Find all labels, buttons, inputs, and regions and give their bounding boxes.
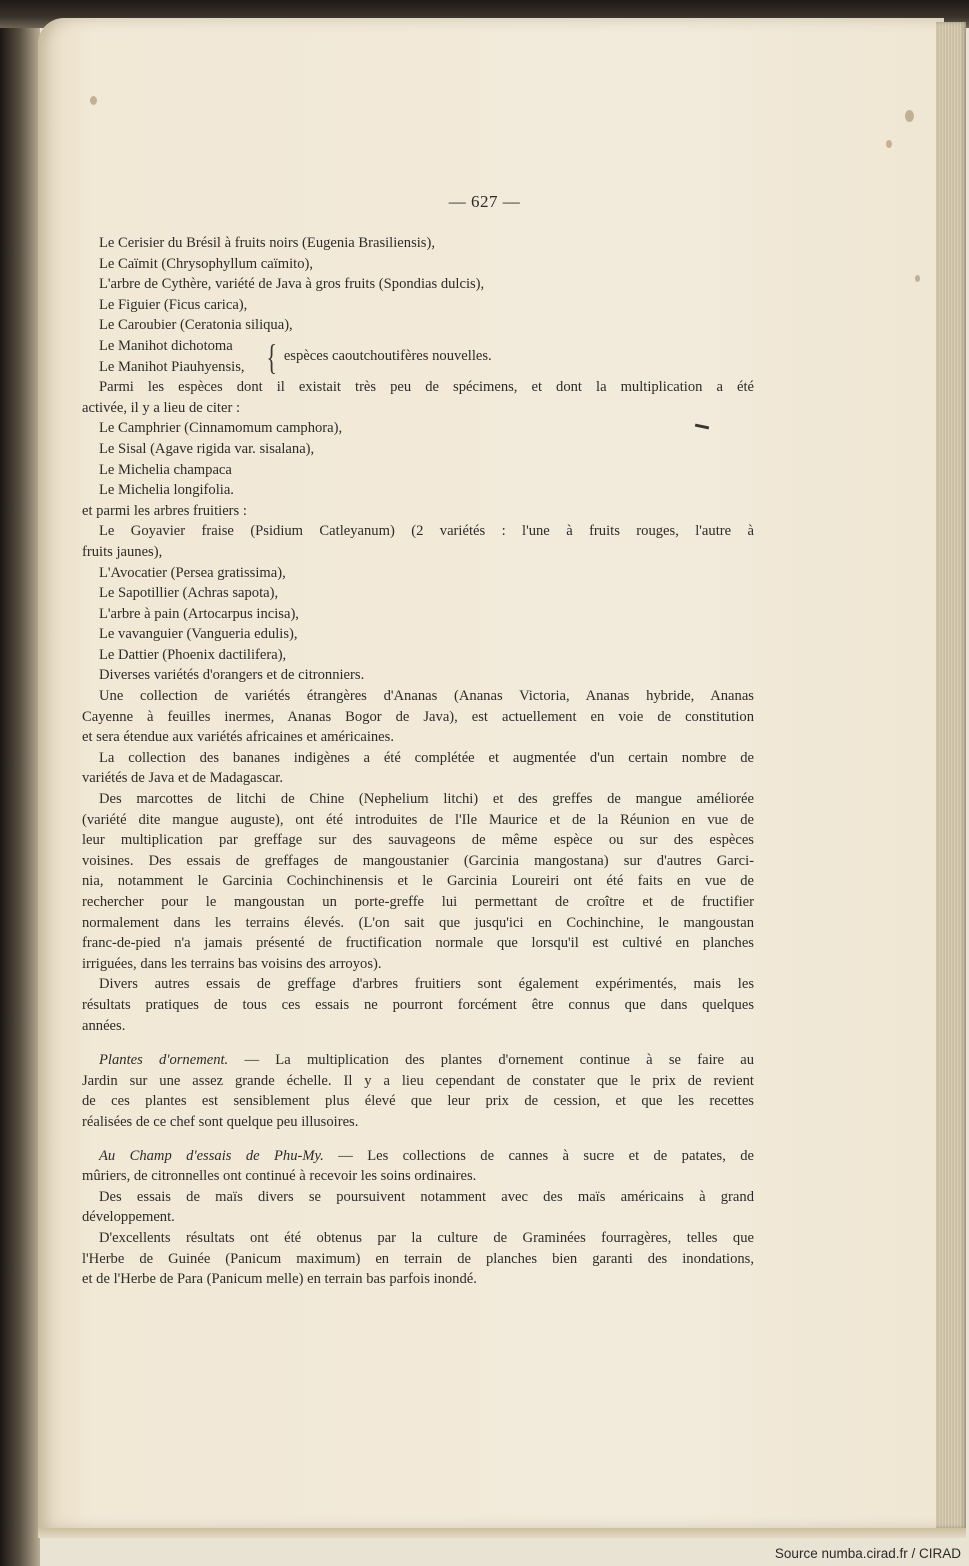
text-line: Le Sisal (Agave rigida var. sisalana),: [99, 440, 315, 457]
curly-brace: {: [265, 336, 277, 377]
text-line: La collection des bananes indigènes a été complétée et augmentée d'un certain nombre de: [99, 749, 754, 766]
source-credit: Source numba.cirad.fr / CIRAD: [774, 1546, 961, 1561]
paper-stain: [915, 275, 920, 282]
text-line: Le Figuier (Ficus carica),: [99, 296, 248, 313]
text-line: L'arbre à pain (Artocarpus incisa),: [99, 605, 299, 622]
text-line: Parmi les espèces dont il existait très peu de spécimens, et dont la multiplication a été: [99, 379, 754, 396]
section-heading: Plantes d'ornement.: [99, 1052, 229, 1069]
text-line: Le Michelia longifolia.: [99, 482, 234, 499]
text-line: D'excellents résultats ont été obtenus par la culture de Graminées fourragères, telles que: [99, 1229, 754, 1246]
text-line: Le Goyavier fraise (Psidium Catleyanum) (2 variétés : l'une à fruits rouges, l'autre à: [99, 523, 754, 540]
text-line: années.: [82, 1017, 126, 1034]
text-line: Le Cerisier du Brésil à fruits noirs (Eugenia Brasiliensis),: [99, 235, 435, 251]
text-line: réalisées de ce chef sont quelque peu illusoires.: [82, 1113, 359, 1130]
text-line: Le Michelia champaca: [99, 461, 232, 478]
text-line: et de l'Herbe de Para (Panicum melle) en terrain bas parfois inondé.: [82, 1271, 477, 1288]
page-edges: [936, 22, 966, 1528]
paper-stain: [886, 140, 892, 148]
text-line: [82, 1050, 754, 1071]
page-body: [82, 233, 754, 1290]
paper-stain: [90, 96, 97, 105]
text-line: Diverses variétés d'orangers et de citronniers.: [99, 667, 365, 684]
text-line: leur multiplication par greffage sur des sauvageons de même espèce ou sur des espèces: [82, 832, 754, 849]
text-line: L'arbre de Cythère, variété de Java à gros fruits (Spondias dulcis),: [99, 276, 485, 293]
text-line: résultats pratiques de tous ces essais ne pourront forcément être connus que dans quelques: [82, 996, 754, 1013]
paragraph-gap: [82, 1036, 754, 1050]
section-heading: Au Champ d'essais de Phu-My.: [99, 1147, 324, 1164]
text-line: franc-de-pied n'a jamais présenté de fructification normale que lorsqu'il est cultivé en planches: [82, 935, 754, 952]
text-line: Le vavanguier (Vangueria edulis),: [99, 626, 298, 643]
paper-stain: [905, 110, 914, 122]
text-run: — La multiplication des plantes d'ornement continue à se faire au: [228, 1052, 755, 1069]
text-line: Une collection de variétés étrangères d'Ananas (Ananas Victoria, Ananas hybride, Ananas: [99, 688, 754, 705]
text-line: variétés de Java et de Madagascar.: [82, 770, 283, 787]
brace-note: espèces caoutchoutifères nouvelles.: [283, 348, 492, 365]
text-line: nia, notamment le Garcinia Cochinchinensis et le Garcinia Loureiri ont été faits en vue de: [82, 873, 754, 890]
text-line: de ces plantes est sensiblement plus élevé que leur prix de cession, et que les recettes: [82, 1093, 754, 1110]
text-line: Le Camphrier (Cinnamomum camphora),: [99, 420, 343, 437]
text-line: l'Herbe de Guinée (Panicum maximum) en terrain de planches bien garanti des inondations,: [82, 1250, 754, 1267]
text-line: rechercher pour le mangoustan un porte-greffe lui permettant de croître et de fructifier: [82, 894, 754, 910]
text-line: Le Manihot dichotoma: [99, 337, 233, 354]
text-line: et sera étendue aux variétés africaines et américaines.: [82, 729, 394, 746]
text-line: Le Sapotillier (Achras sapota),: [99, 585, 279, 602]
text-line: mûriers, de citronnelles ont continué à recevoir les soins ordinaires.: [82, 1168, 477, 1185]
text-line: Le Caroubier (Ceratonia siliqua),: [99, 317, 293, 334]
text-line: et parmi les arbres fruitiers :: [82, 502, 247, 519]
text-line: voisines. Des essais de greffages de mangoustanier (Garcinia mangostana) sur d'autres Garci-: [82, 852, 754, 869]
text-line: activée, il y a lieu de citer :: [82, 399, 241, 416]
paragraph-gap: [82, 1133, 754, 1146]
text-line: (variété dite mangue auguste), ont été introduites de l'Ile Maurice et de la Réunion en vue de: [82, 811, 754, 828]
text-line: Le Manihot Piauhyensis,: [99, 358, 245, 375]
text-line: Divers autres essais de greffage d'arbres fruitiers sont également expérimentés, mais les: [99, 976, 754, 993]
book-binding: [0, 0, 40, 1566]
text-line: développement.: [82, 1209, 175, 1226]
text-line: Des marcottes de litchi de Chine (Nephelium litchi) et des greffes de mangue améliorée: [99, 791, 754, 808]
page-number: — 627 —: [448, 192, 521, 211]
text-line: fruits jaunes),: [82, 543, 163, 560]
text-line: Le Dattier (Phoenix dactilifera),: [99, 646, 287, 663]
text-line: normalement dans les terrains élevés. (L'on sait que jusqu'ici en Cochinchine, le mangoustan: [82, 914, 754, 931]
text-line: Cayenne à feuilles inermes, Ananas Bogor de Java), est actuellement en voie de constitution: [82, 708, 754, 725]
text-line: irriguées, dans les terrains bas voisins des arroyos).: [82, 955, 382, 972]
manihot-group: [82, 336, 754, 377]
text-run: — Les collections de cannes à sucre et de patates, de: [323, 1147, 755, 1164]
text-line: Des essais de maïs divers se poursuivent notamment avec des maïs américains à grand: [99, 1188, 754, 1205]
text-line: Jardin sur une assez grande échelle. Il y a lieu cependant de constater que le prix de revient: [82, 1072, 754, 1089]
text-line: [82, 1146, 754, 1167]
page-bottom-edge: [38, 1528, 966, 1538]
text-line: Le Caïmit (Chrysophyllum caïmito),: [99, 255, 314, 272]
text-line: L'Avocatier (Persea gratissima),: [99, 564, 286, 581]
